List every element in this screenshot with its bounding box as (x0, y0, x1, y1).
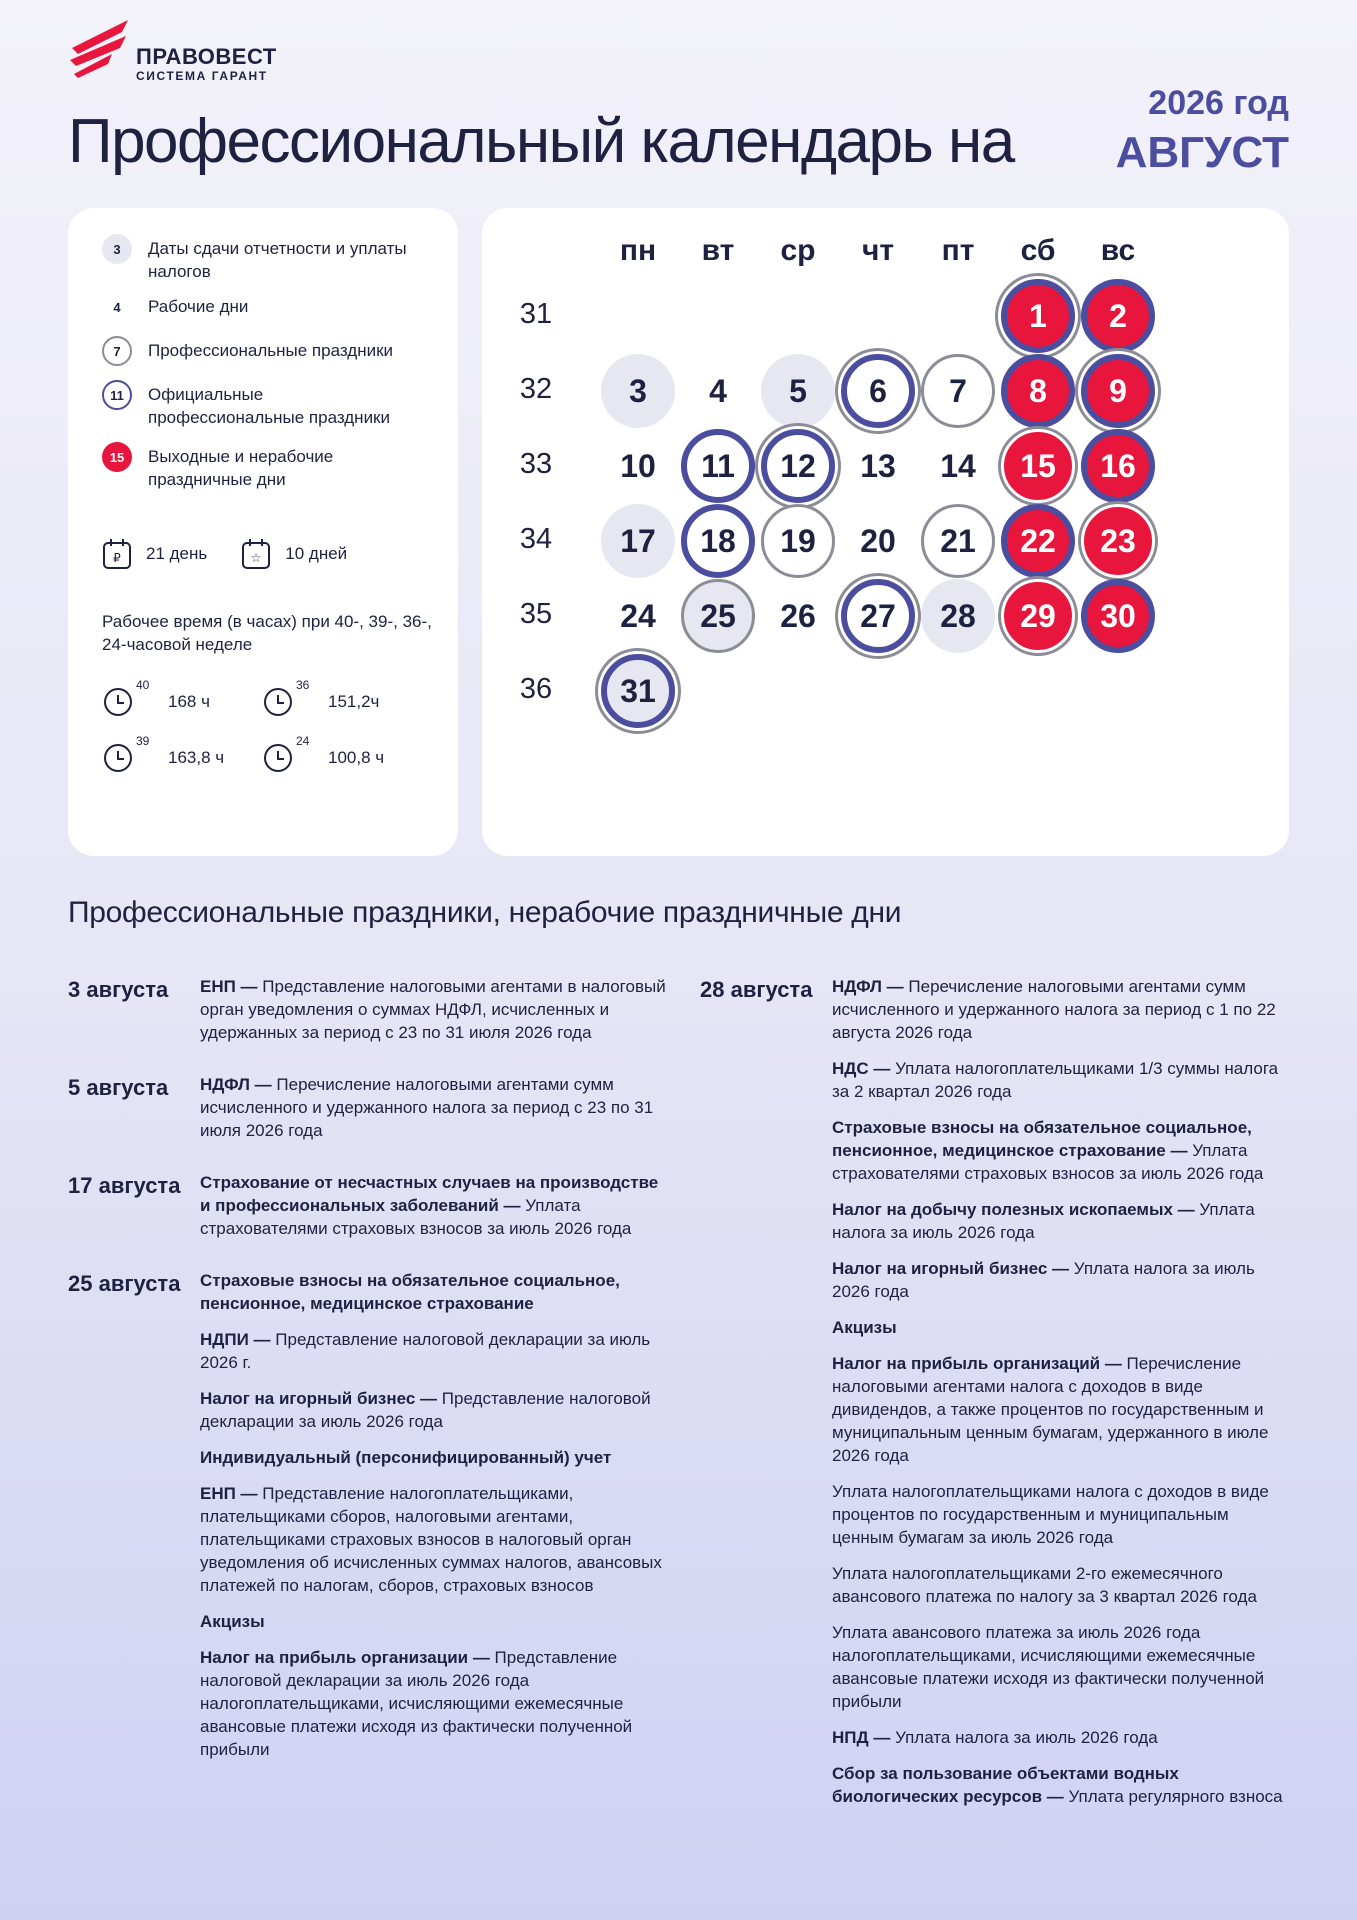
legend-item-official (102, 380, 418, 429)
entry-item-text: Уплата налогоплательщиками 1/3 суммы налога за 2 квартал 2026 года (832, 1059, 1279, 1101)
legend-card (68, 208, 458, 856)
hours-value: 151,2ч (328, 692, 380, 711)
calendar-day: 5 (761, 354, 835, 428)
calendar-day: 18 (681, 504, 755, 578)
entry-date: 17 августа (68, 1173, 181, 1198)
calendar-day: 20 (860, 522, 896, 559)
legend-text: Профессиональные праздники (148, 341, 394, 360)
entry-item (200, 1610, 668, 1633)
calendar-day: 22 (1001, 504, 1075, 578)
hours-value: 100,8 ч (328, 748, 385, 767)
entry-item-text: Перечисление налоговыми агентами сумм исчисленного и удержанного налога за период с 23 по 31 июля 2026 года (200, 1075, 654, 1140)
entry-item-bold: НДФЛ — (200, 1075, 272, 1094)
calendar-day: 21 (921, 504, 995, 578)
weekday-header: пт (941, 234, 975, 267)
entry-items (200, 1171, 668, 1253)
week-number: 34 (519, 523, 553, 555)
entry-item-bold: Страхование от несчастных случаев на производстве и профессиональных заболеваний — (200, 1173, 659, 1215)
calendar-year: 2026 год (1148, 84, 1289, 122)
legend-item-work (102, 292, 418, 322)
entry-items (200, 1269, 668, 1774)
entry-item-bold: Индивидуальный (персонифицированный) учет (200, 1448, 612, 1467)
calendar-day: 8 (1001, 354, 1075, 428)
hours-title: Рабочее время (в часах) при 40-, 39-, 36-, 24-часовой неделе (102, 612, 432, 654)
hours-value: 163,8 ч (168, 748, 225, 767)
hours-24 (262, 734, 385, 774)
weekday-header: сб (1020, 234, 1056, 267)
entry-item-text: Уплата налогоплательщиками 2-го ежемесячного авансового платежа по налогу за 3 квартал 2026 года (832, 1564, 1257, 1606)
calendar-day: 31 (601, 654, 675, 728)
entry-item-text: Уплата налога за июль 2026 года (832, 1200, 1255, 1242)
weekday-header: ср (780, 234, 816, 267)
brand-subtitle: СИСТЕМА ГАРАНТ (136, 69, 268, 83)
legend-text: Официальные профессиональные праздники (148, 385, 390, 427)
entry-item (832, 1116, 1290, 1185)
entry-item-text: Уплата налога за июль 2026 года (890, 1728, 1158, 1747)
brand-mark-icon (68, 18, 134, 82)
legend-text: Даты сдачи отчетности и уплаты налогов (148, 239, 407, 281)
calendar-day: 23 (1081, 504, 1155, 578)
entry-item-text: Представление налоговой декларации за июль 2026 г. (200, 1330, 651, 1372)
calendar-day: 6 (841, 354, 915, 428)
entry-item-bold: НПД — (832, 1728, 891, 1747)
calendar-day: 3 (601, 354, 675, 428)
hours-value: 168 ч (168, 692, 210, 711)
entry-item-bold: Страховые взносы на обязательное социальное, пенсионное, медицинское страхование — (832, 1118, 1252, 1160)
entry-item (832, 1762, 1290, 1808)
date-entry (68, 1171, 668, 1253)
entry-item (200, 1482, 668, 1597)
week-number: 36 (519, 673, 553, 705)
entry-item (200, 1387, 668, 1433)
calendar-day: 15 (1001, 429, 1075, 503)
legend-text: Выходные и нерабочие праздничные дни (148, 447, 334, 489)
weekday-header: вс (1100, 234, 1136, 267)
legend-mark-work: 4 (113, 299, 121, 315)
entry-item-bold: Налог на прибыль организации — (200, 1648, 490, 1667)
entry-item (200, 1446, 668, 1469)
entry-date: 25 августа (68, 1271, 181, 1296)
entry-item (832, 1562, 1290, 1608)
entry-item (200, 1646, 668, 1761)
brand-logo (68, 18, 298, 88)
date-entry (700, 975, 1290, 1821)
calendar-day: 30 (1081, 579, 1155, 653)
week-number: 35 (519, 598, 553, 630)
svg-text:₽: ₽ (113, 551, 121, 565)
calendar-day: 24 (620, 597, 656, 634)
entry-item-text: Уплата налогоплательщиками налога с доходов в виде процентов по государственным и муниципальным ценным бумагам за июль 2026 года (832, 1482, 1269, 1547)
entry-item-text: Уплата страхователями страховых взносов за июль 2026 года (200, 1196, 632, 1238)
entry-item-text: Уплата регулярного взноса (1063, 1787, 1283, 1806)
calendar-day: 16 (1081, 429, 1155, 503)
entry-item-bold: Налог на игорный бизнес — (200, 1389, 438, 1408)
calendar-day: 13 (860, 447, 896, 484)
work-days-count: 21 день (146, 544, 208, 563)
legend-item-holiday (102, 442, 418, 491)
entry-items (200, 975, 668, 1057)
entry-item (832, 1316, 1290, 1339)
entry-item-bold: Акцизы (832, 1318, 897, 1337)
calendar-ruble-icon (102, 538, 132, 570)
weekday-header: чт (861, 234, 895, 267)
calendar-day: 1 (1001, 279, 1075, 353)
legend-mark-official: 11 (102, 380, 132, 410)
weekday-header: пн (619, 234, 657, 267)
entry-item (832, 1352, 1290, 1467)
clock-icon (262, 734, 310, 774)
entry-item (832, 975, 1290, 1044)
hours-week-label: 24 (296, 734, 310, 748)
entry-item (832, 1257, 1290, 1303)
clock-icon (262, 678, 310, 718)
entry-item-bold: ЕНП — (200, 1484, 258, 1503)
calendar-day: 10 (620, 447, 656, 484)
entry-item (832, 1480, 1290, 1549)
legend-mark-holiday: 15 (102, 442, 132, 472)
calendar-day: 12 (761, 429, 835, 503)
hours-week-label: 36 (296, 678, 310, 692)
entry-item-text: Представление налогоплательщиками, плательщиками сборов, налоговыми агентами, плательщиками страховых взносов в налоговый орган уведомления об исчисленных суммах налогов, авансовых платежей по налогам, сборов, страховых взносов (200, 1484, 662, 1595)
date-entry (68, 1269, 668, 1774)
entry-item-bold: Страховые взносы на обязательное социальное, пенсионное, медицинское страхование (200, 1271, 620, 1313)
calendar-card (482, 208, 1289, 856)
hours-36 (262, 678, 380, 718)
calendar-day: 14 (940, 447, 976, 484)
entry-item-bold: Налог на добычу полезных ископаемых — (832, 1200, 1195, 1219)
entry-item-text: Уплата налога за июль 2026 года (832, 1259, 1255, 1301)
svg-text:☆: ☆ (250, 551, 262, 565)
entry-item (200, 1269, 668, 1315)
calendar-day: 4 (709, 372, 727, 409)
date-entry (68, 1073, 668, 1155)
weekday-header: вт (701, 234, 735, 267)
calendar-day: 26 (780, 597, 816, 634)
week-number: 32 (519, 373, 553, 405)
hours-week-label: 40 (136, 678, 150, 692)
entry-item (832, 1198, 1290, 1244)
entry-items (200, 1073, 668, 1155)
calendar-day: 2 (1081, 279, 1155, 353)
calendar-day: 29 (1001, 579, 1075, 653)
calendar-day: 7 (921, 354, 995, 428)
hours-39 (102, 734, 225, 774)
legend-mark-report: 3 (102, 234, 132, 264)
hours-week-label: 39 (136, 734, 150, 748)
calendar-day: 27 (841, 579, 915, 653)
calendar-day: 28 (921, 579, 995, 653)
entry-item-bold: НДПИ — (200, 1330, 271, 1349)
entry-date: 28 августа (700, 977, 813, 1002)
day-counts (102, 538, 381, 570)
calendar-star-icon (241, 538, 271, 570)
calendar-day: 11 (681, 429, 755, 503)
clock-icon (102, 678, 150, 718)
legend-item-prof (102, 336, 418, 366)
legend-item-report (102, 234, 418, 283)
calendar-day: 17 (601, 504, 675, 578)
brand-name: ПРАВОВЕСТ (136, 44, 277, 69)
entry-item-text: Перечисление налоговыми агентами сумм исчисленного и удержанного налога за период с 1 по 22 августа 2026 года (832, 977, 1276, 1042)
entry-item-bold: Налог на игорный бизнес — (832, 1259, 1070, 1278)
week-number: 31 (519, 298, 553, 330)
week-number: 33 (519, 448, 553, 480)
hours-40 (102, 678, 210, 718)
entry-item-text: Представление налоговой декларации за июль 2026 года налогоплательщиками, исчисляющими ежемесячные авансовые платежи исходя из фактически полученной прибыли (200, 1648, 633, 1759)
entry-item-text: Представление налоговой декларации за июль 2026 года (200, 1389, 651, 1431)
entry-item (200, 1171, 668, 1240)
entry-item-text: Перечисление налоговыми агентами налога с доходов в виде дивидендов, а также процентов по государственным и муниципальным ценным бумагам, удержанного в июле 2026 года (832, 1354, 1269, 1465)
entry-item (200, 1328, 668, 1374)
entry-date: 5 августа (68, 1075, 169, 1100)
page-title: Профессиональный календарь на (68, 107, 1014, 176)
date-entry (68, 975, 668, 1057)
entry-items (832, 975, 1290, 1821)
legend-text: Рабочие дни (148, 297, 249, 316)
entry-item-bold: НДС — (832, 1059, 891, 1078)
entry-item (832, 1726, 1290, 1749)
entry-date: 3 августа (68, 977, 169, 1002)
entry-item-bold: Сбор за пользование объектами водных биологических ресурсов — (832, 1764, 1179, 1806)
entries-left-column (68, 975, 668, 1790)
entry-item (832, 1621, 1290, 1713)
off-days-count: 10 дней (285, 544, 348, 563)
calendar-day: 19 (761, 504, 835, 578)
section-title: Профессиональные праздники, нерабочие праздничные дни (68, 896, 902, 929)
entry-item (200, 1073, 668, 1142)
legend-mark-prof: 7 (102, 336, 132, 366)
entry-item (832, 1057, 1290, 1103)
entry-item-text: Уплата авансового платежа за июль 2026 года налогоплательщиками, исчисляющими ежемесячные авансовые платежи исходя из фактически полученной прибыли (832, 1623, 1265, 1711)
calendar-day: 25 (681, 579, 755, 653)
entry-item (200, 975, 668, 1044)
entry-item-bold: НДФЛ — (832, 977, 904, 996)
calendar-day: 9 (1081, 354, 1155, 428)
entry-item-text: Представление налоговыми агентами в налоговый орган уведомления о суммах НДФЛ, исчисленных и удержанных за период с 23 по 31 июля 2026 года (200, 977, 666, 1042)
entry-item-text: Уплата страхователями страховых взносов за июль 2026 года (832, 1141, 1264, 1183)
entry-item-bold: Налог на прибыль организаций — (832, 1354, 1122, 1373)
entries-right-column (700, 975, 1290, 1837)
calendar-month: АВГУСТ (1115, 128, 1289, 177)
entry-item-bold: Акцизы (200, 1612, 265, 1631)
clock-icon (102, 734, 150, 774)
entry-item-bold: ЕНП — (200, 977, 258, 996)
